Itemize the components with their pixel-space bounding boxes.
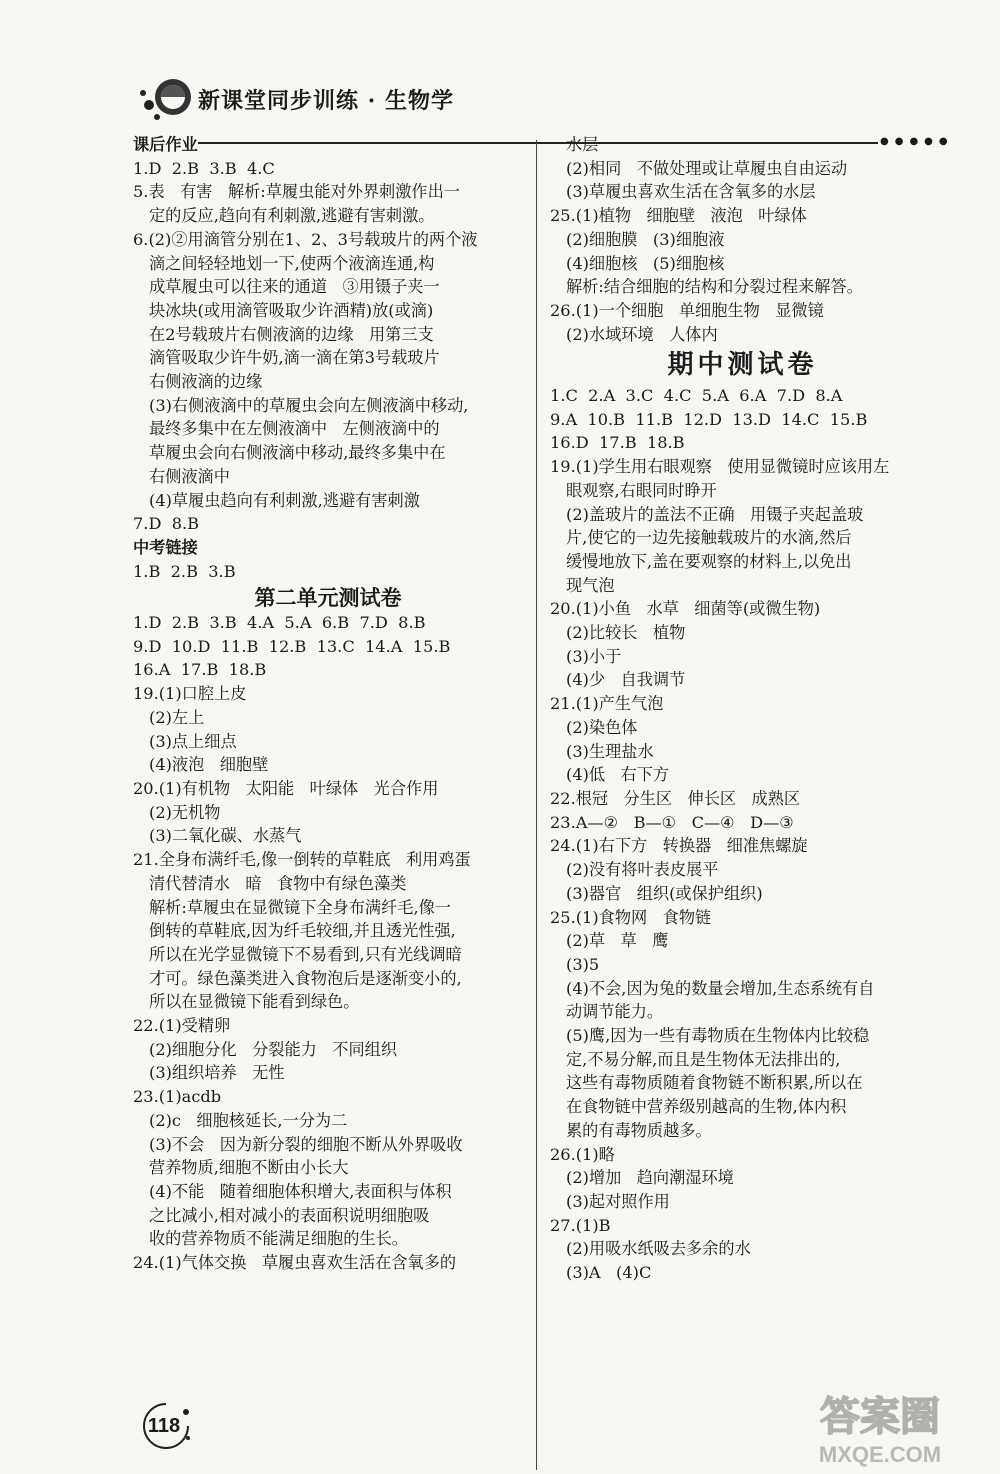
answer-line: (3)组织培养 无性 — [149, 1063, 285, 1083]
answer-line: 25.(1)植物 细胞壁 液泡 叶绿体 — [550, 206, 807, 226]
answer-line: (4)少 自我调节 — [566, 670, 686, 690]
answer-line: 26.(1)略 — [550, 1144, 615, 1164]
answer-line: (3)点上细点 — [149, 731, 237, 751]
section-title: 第二单元测试卷 — [254, 585, 402, 611]
answer-line: 19.(1)学生用右眼观察 使用显微镜时应该用左 — [550, 457, 890, 477]
page-number-badge — [138, 1398, 194, 1454]
answer-line: (2)c 细胞核延长,一分为二 — [149, 1110, 348, 1130]
answer-line: (4)液泡 细胞壁 — [149, 755, 269, 775]
answer-line: 缓慢地放下,盖在要观察的材料上,以免出 — [566, 551, 852, 571]
answer-line: 5.表 有害 解析:草履虫能对外界刺激作出一 — [133, 182, 460, 202]
answer-line: (3)A (4)C — [566, 1263, 652, 1283]
answer-line: (2)水域环境 人体内 — [566, 324, 718, 344]
answer-line: 草履虫会向右侧液滴中移动,最终多集中在 — [149, 443, 446, 463]
answer-line: (2)相同 不做处理或让草履虫自由运动 — [566, 158, 848, 178]
answer-line: (3)二氧化碳、水蒸气 — [149, 826, 302, 846]
answer-line: 之比减小,相对减小的表面积说明细胞吸 — [149, 1205, 430, 1225]
answer-line: 22.(1)受精卵 — [133, 1016, 231, 1036]
header-dots: ●●●●● — [880, 136, 954, 147]
answer-line: (2)比较长 植物 — [566, 623, 686, 643]
left-column — [133, 133, 523, 1275]
answer-line: 最终多集中在左侧液滴中 左侧液滴中的 — [149, 419, 440, 439]
section-heading: 课后作业 — [133, 135, 198, 154]
answer-line: 现气泡 — [566, 575, 615, 595]
answer-line: (2)草 草 鹰 — [566, 931, 669, 951]
answer-line: (4)不会,因为兔的数量会增加,生态系统有自 — [566, 978, 875, 998]
answer-line: 所以在光学显微镜下不易看到,只有光线调暗 — [149, 944, 462, 964]
answer-line: 才可。绿色藻类进入食物泡后是逐渐变小的, — [149, 968, 462, 988]
answer-line: (2)左上 — [149, 707, 205, 727]
answer-line: 26.(1)一个细胞 单细胞生物 显微镜 — [550, 300, 824, 320]
answer-line: (2)用吸水纸吸去多余的水 — [566, 1239, 751, 1259]
answer-line: 1.B 2.B 3.B — [133, 561, 236, 581]
answer-line: (2)增加 趋向潮湿环境 — [566, 1168, 734, 1188]
answer-line: (2)无机物 — [149, 802, 221, 822]
answer-line: 16.D 17.B 18.B — [550, 433, 685, 453]
column-divider — [536, 140, 537, 1470]
answer-line: 27.(1)B — [550, 1215, 611, 1235]
answer-line: 20.(1)有机物 太阳能 叶绿体 光合作用 — [133, 778, 439, 798]
answer-line: (5)鹰,因为一些有毒物质在生物体内比较稳 — [566, 1026, 870, 1046]
answer-line: (2)没有将叶表皮展平 — [566, 860, 719, 880]
answer-line: (2)细胞分化 分裂能力 不同组织 — [149, 1039, 398, 1059]
answer-line: (3)右侧液滴中的草履虫会向左侧液滴中移动, — [149, 395, 469, 415]
answer-line: (4)低 右下方 — [566, 765, 670, 785]
watermark-text: 答案圈 — [820, 1394, 940, 1440]
answer-line: 右侧液滴中 — [149, 466, 230, 486]
answer-line: (4)不能 随着细胞体积增大,表面积与体积 — [149, 1181, 452, 1201]
answer-line: (4)草履虫趋向有利刺激,逃避有害刺激 — [149, 490, 420, 510]
answer-line: 眼观察,右眼同时睁开 — [566, 480, 717, 500]
answer-line: 解析:结合细胞的结构和分裂过程来解答。 — [566, 277, 863, 297]
answer-line: 1.D 2.B 3.B 4.A 5.A 6.B 7.D 8.B — [133, 613, 426, 633]
answer-line: 收的营养物质不能满足细胞的生长。 — [149, 1229, 408, 1249]
answer-line: 24.(1)右下方 转换器 细准焦螺旋 — [550, 836, 808, 856]
answer-line: (2)染色体 — [566, 717, 638, 737]
answer-line: 解析:草履虫在显微镜下全身布满纤毛,像一 — [149, 897, 451, 917]
watermark-logo — [780, 1380, 980, 1470]
answer-line: (3)草履虫喜欢生活在含氧多的水层 — [566, 182, 816, 202]
answer-line: 片,使它的一边先接触载玻片的水滴,然后 — [566, 528, 852, 548]
answer-line: 25.(1)食物网 食物链 — [550, 907, 712, 927]
answer-line: 滴管吸取少许牛奶,滴一滴在第3号载玻片 — [149, 348, 440, 368]
answer-line: 所以在显微镜下能看到绿色。 — [149, 992, 360, 1012]
answer-line: (4)细胞核 (5)细胞核 — [566, 253, 725, 273]
answer-line: 这些有毒物质随着食物链不断积累,所以在 — [566, 1073, 863, 1093]
answer-line: 1.D 2.B 3.B 4.C — [133, 158, 275, 178]
answer-line: 滴之间轻轻地划一下,使两个液滴连通,构 — [149, 253, 435, 273]
answer-line: (3)器官 组织(或保护组织) — [566, 883, 763, 903]
answer-line: 动调节能力。 — [566, 1002, 664, 1022]
answer-line: 21.(1)产生气泡 — [550, 694, 664, 714]
answer-line: 22.根冠 分生区 伸长区 成熟区 — [550, 788, 801, 808]
answer-line: 累的有毒物质越多。 — [566, 1120, 712, 1140]
answer-line: (3)生理盐水 — [566, 741, 654, 761]
answer-line: 在2号载玻片右侧液滴的边缘 用第三支 — [149, 324, 434, 344]
answer-line: 营养物质,细胞不断由小长大 — [149, 1158, 349, 1178]
answer-line: 6.(2)②用滴管分别在1、2、3号载玻片的两个液 — [133, 229, 478, 249]
answer-line: 24.(1)气体交换 草履虫喜欢生活在含氧多的 — [133, 1253, 457, 1273]
answer-line: (2)细胞膜 (3)细胞液 — [566, 229, 725, 249]
answer-line: 定的反应,趋向有利刺激,逃避有害刺激。 — [149, 206, 435, 226]
watermark-url: MXQE.COM — [818, 1442, 942, 1467]
answer-line: 23.A—② B—① C—④ D—③ — [550, 812, 794, 832]
answer-line: (3)小于 — [566, 646, 622, 666]
answer-line: 7.D 8.B — [133, 514, 200, 534]
answer-line: 成草履虫可以往来的通道 ③用镊子夹一 — [149, 277, 440, 297]
answer-line: 9.A 10.B 11.B 12.D 13.D 14.C 15.B — [550, 409, 868, 429]
answer-line: 定,不易分解,而且是生物体无法排出的, — [566, 1049, 841, 1069]
answer-line: 9.D 10.D 11.B 12.B 13.C 14.A 15.B — [133, 636, 451, 656]
answer-line: (2)盖玻片的盖法不正确 用镊子夹起盖玻 — [566, 504, 864, 524]
answer-line: 右侧液滴的边缘 — [149, 372, 263, 392]
answer-line: (3)不会 因为新分裂的细胞不断从外界吸收 — [149, 1134, 463, 1154]
answer-line: 水层 — [566, 135, 599, 154]
answer-line: 16.A 17.B 18.B — [133, 660, 267, 680]
answer-line: 23.(1)acdb — [133, 1087, 222, 1107]
page-number: 118 — [147, 1415, 181, 1437]
answer-line: (3)起对照作用 — [566, 1191, 670, 1211]
right-column — [550, 133, 935, 1285]
answer-line: 21.全身布满纤毛,像一倒转的草鞋底 利用鸡蛋 — [133, 850, 471, 870]
answer-line: 块冰块(或用滴管吸取少许酒精)放(或滴) — [149, 300, 434, 320]
section-heading: 中考链接 — [133, 537, 198, 557]
answer-line: 1.C 2.A 3.C 4.C 5.A 6.A 7.D 8.A — [550, 386, 843, 406]
answer-line: 在食物链中营养级别越高的生物,体内积 — [566, 1097, 847, 1117]
answer-line: 19.(1)口腔上皮 — [133, 684, 247, 704]
book-logo-icon — [135, 75, 195, 125]
answer-line: 清代替清水 暗 食物中有绿色藻类 — [149, 873, 407, 893]
section-title: 期中测试卷 — [667, 350, 818, 381]
answer-line: 倒转的草鞋底,因为纤毛较细,并且透光性强, — [149, 921, 456, 941]
answer-line: 20.(1)小鱼 水草 细菌等(或微生物) — [550, 599, 821, 619]
header-title: 新课堂同步训练 · 生物学 — [198, 88, 454, 114]
answer-line: (3)5 — [566, 954, 600, 974]
